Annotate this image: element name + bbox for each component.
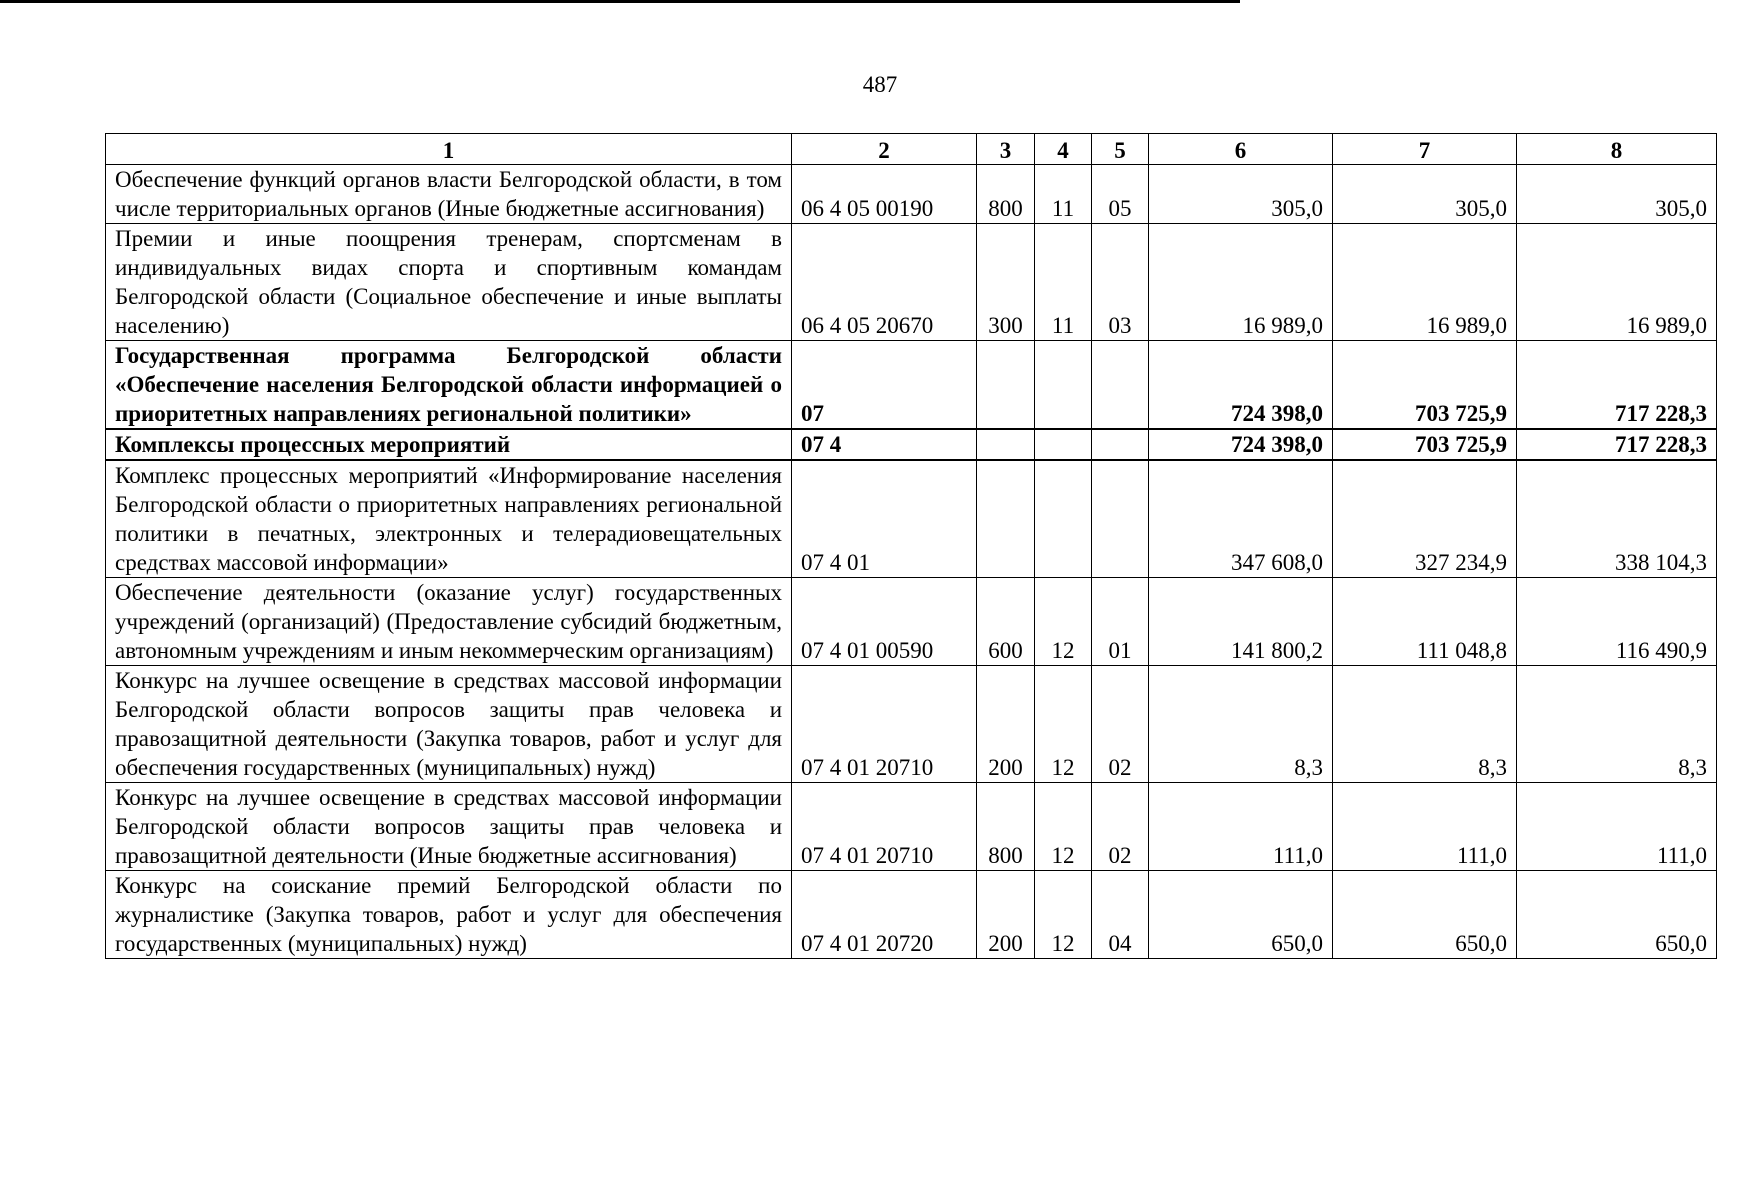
table-row xyxy=(106,666,1717,783)
table-row xyxy=(106,871,1717,959)
row-code: 07 4 01 20710 xyxy=(792,666,977,783)
row-col4: 12 xyxy=(1035,666,1092,783)
table-row xyxy=(106,224,1717,341)
header-col-4: 4 xyxy=(1035,134,1092,165)
row-value-8: 717 228,3 xyxy=(1517,429,1717,460)
row-code: 07 4 xyxy=(792,429,977,460)
row-col4 xyxy=(1035,460,1092,578)
table-row-bold xyxy=(106,429,1717,460)
row-value-8: 111,0 xyxy=(1517,783,1717,871)
row-code: 07 xyxy=(792,341,977,430)
row-col3 xyxy=(977,460,1035,578)
row-value-6: 724 398,0 xyxy=(1149,341,1333,430)
row-value-6: 16 989,0 xyxy=(1149,224,1333,341)
row-value-6: 141 800,2 xyxy=(1149,578,1333,666)
table-row xyxy=(106,578,1717,666)
row-description: Обеспечение функций органов власти Белгородской области, в том числе территориальных органов (Иные бюджетные ассигнования) xyxy=(106,165,792,224)
row-value-6: 347 608,0 xyxy=(1149,460,1333,578)
row-description: Конкурс на лучшее освещение в средствах массовой информации Белгородской области вопросов защиты прав человека и правозащитной деятельности (Закупка товаров, работ и услуг для обеспечения государственных (муниципальных) нужд) xyxy=(106,666,792,783)
table-row-bold xyxy=(106,341,1717,430)
page-number: 487 xyxy=(862,72,898,97)
header-col-7: 7 xyxy=(1333,134,1517,165)
row-value-7: 703 725,9 xyxy=(1333,341,1517,430)
row-value-6: 650,0 xyxy=(1149,871,1333,959)
row-value-7: 111 048,8 xyxy=(1333,578,1517,666)
header-col-1: 1 xyxy=(106,134,792,165)
header-col-2: 2 xyxy=(792,134,977,165)
row-col4 xyxy=(1035,341,1092,430)
row-col4: 12 xyxy=(1035,783,1092,871)
row-code: 07 4 01 xyxy=(792,460,977,578)
row-col4 xyxy=(1035,429,1092,460)
row-value-6: 111,0 xyxy=(1149,783,1333,871)
row-col3 xyxy=(977,341,1035,430)
row-value-7: 16 989,0 xyxy=(1333,224,1517,341)
budget-table xyxy=(105,133,1717,959)
row-value-7: 111,0 xyxy=(1333,783,1517,871)
row-code: 07 4 01 00590 xyxy=(792,578,977,666)
header-col-8: 8 xyxy=(1517,134,1717,165)
row-col5: 04 xyxy=(1092,871,1149,959)
row-description: Комплексы процессных мероприятий xyxy=(106,429,792,460)
header-col-6: 6 xyxy=(1149,134,1333,165)
row-value-8: 8,3 xyxy=(1517,666,1717,783)
row-col3: 200 xyxy=(977,871,1035,959)
top-rule xyxy=(0,0,1240,3)
row-col3: 300 xyxy=(977,224,1035,341)
row-code: 07 4 01 20720 xyxy=(792,871,977,959)
row-description: Обеспечение деятельности (оказание услуг) государственных учреждений (организаций) (Предоставление субсидий бюджетным, автономным учреждениям и иным некоммерческим организациям) xyxy=(106,578,792,666)
row-description: Государственная программа Белгородской области «Обеспечение населения Белгородской области информацией о приоритетных направлениях региональной политики» xyxy=(106,341,792,430)
table-row xyxy=(106,165,1717,224)
row-col4: 12 xyxy=(1035,871,1092,959)
row-value-6: 305,0 xyxy=(1149,165,1333,224)
row-col3: 600 xyxy=(977,578,1035,666)
row-col3: 800 xyxy=(977,783,1035,871)
row-col5: 02 xyxy=(1092,666,1149,783)
row-value-8: 305,0 xyxy=(1517,165,1717,224)
row-value-7: 650,0 xyxy=(1333,871,1517,959)
row-col5 xyxy=(1092,429,1149,460)
row-col5: 05 xyxy=(1092,165,1149,224)
row-col4: 12 xyxy=(1035,578,1092,666)
row-value-7: 703 725,9 xyxy=(1333,429,1517,460)
row-description: Комплекс процессных мероприятий «Информирование населения Белгородской области о приоритетных направлениях региональной политики в печатных, электронных и телерадиовещательных средствах массовой информации» xyxy=(106,460,792,578)
row-col5 xyxy=(1092,460,1149,578)
row-value-8: 16 989,0 xyxy=(1517,224,1717,341)
row-value-6: 8,3 xyxy=(1149,666,1333,783)
row-code: 06 4 05 20670 xyxy=(792,224,977,341)
row-value-7: 8,3 xyxy=(1333,666,1517,783)
row-code: 07 4 01 20710 xyxy=(792,783,977,871)
row-value-7: 327 234,9 xyxy=(1333,460,1517,578)
row-value-8: 650,0 xyxy=(1517,871,1717,959)
row-col5: 02 xyxy=(1092,783,1149,871)
row-value-8: 116 490,9 xyxy=(1517,578,1717,666)
row-col5 xyxy=(1092,341,1149,430)
header-row xyxy=(106,134,1717,165)
row-value-8: 338 104,3 xyxy=(1517,460,1717,578)
row-col5: 01 xyxy=(1092,578,1149,666)
row-value-6: 724 398,0 xyxy=(1149,429,1333,460)
header-col-3: 3 xyxy=(977,134,1035,165)
row-description: Конкурс на соискание премий Белгородской области по журналистике (Закупка товаров, работ и услуг для обеспечения государственных (муниципальных) нужд) xyxy=(106,871,792,959)
row-col4: 11 xyxy=(1035,165,1092,224)
header-col-5: 5 xyxy=(1092,134,1149,165)
row-col4: 11 xyxy=(1035,224,1092,341)
row-code: 06 4 05 00190 xyxy=(792,165,977,224)
row-col5: 03 xyxy=(1092,224,1149,341)
row-description: Конкурс на лучшее освещение в средствах массовой информации Белгородской области вопросов защиты прав человека и правозащитной деятельности (Иные бюджетные ассигнования) xyxy=(106,783,792,871)
row-description: Премии и иные поощрения тренерам, спортсменам в индивидуальных видах спорта и спортивным командам Белгородской области (Социальное обеспечение и иные выплаты населению) xyxy=(106,224,792,341)
row-value-8: 717 228,3 xyxy=(1517,341,1717,430)
row-value-7: 305,0 xyxy=(1333,165,1517,224)
table-row xyxy=(106,460,1717,578)
row-col3: 800 xyxy=(977,165,1035,224)
table-row xyxy=(106,783,1717,871)
row-col3: 200 xyxy=(977,666,1035,783)
row-col3 xyxy=(977,429,1035,460)
